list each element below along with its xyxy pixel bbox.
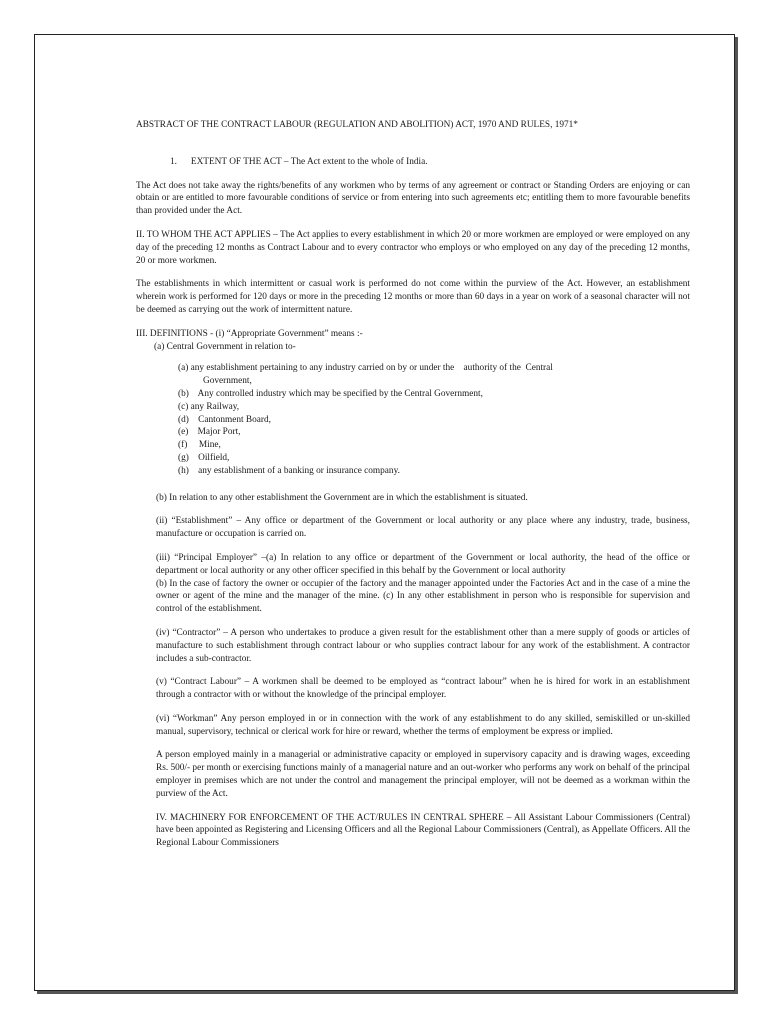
definition-principal-employer: (iii) “Principal Employer” –(a) In relation to any office or department of the Government or local authority, the head of the office or department or local authority or any other officer specified in this behalf by the Government or local authority [156, 552, 690, 576]
definition-contractor: (iv) “Contractor” – A person who undertakes to produce a given result for the establishment other than a mere supply of goods or articles of manufacture to such establishment through contract labour or who supplies contract labour for any work of the establishment. A contractor includes a sub-contractor. [156, 627, 690, 664]
list-item: (e) Major Port, [178, 427, 241, 438]
list-item: (d) Cantonment Board, [178, 414, 271, 425]
list-item: (c) any Railway, [178, 401, 240, 412]
section-extent: 1. EXTENT OF THE ACT – The Act extent to the whole of India. [170, 156, 428, 167]
section-machinery: IV. MACHINERY FOR ENFORCEMENT OF THE ACT/RULES IN CENTRAL SPHERE – All Assistant Labour Commissioners (Central) have been appointed as Registering and Licensing Officers and all the Regional Labour Commissioners (Central), as Appellate Officers. All the Regional Labour Commissioners [156, 812, 690, 849]
definition-other-government: (b) In relation to any other establishment the Government are in which the establishment is situated. [156, 492, 528, 503]
definition-central-government: (a) Central Government in relation to- [154, 341, 296, 352]
section-to-whom: II. TO WHOM THE ACT APPLIES – The Act applies to every establishment in which 20 or more workmen are employed or were employed on any day of the preceding 12 months as Contract Labour and to every contractor who employs or who employed on any day of the preceding 12 months, 20 or more workmen. [136, 229, 690, 266]
section-definitions-heading: III. DEFINITIONS - (i) “Appropriate Government” means :- [136, 328, 363, 339]
para-intermittent: The establishments in which intermittent or casual work is performed do not come within the purview of the Act. However, an establishment wherein work is performed for 120 days or more in the preceding 12 months or more than 60 days in a year on work of a seasonal character will not be deemed as carrying out the work of intermittent nature. [136, 279, 690, 315]
definition-workman: (vi) “Workman” Any person employed in or in connection with the work of any establishment to do any skilled, semiskilled or un-skilled manual, supervisory, technical or clerical work for hire or reward, whether the terms of employment be express or implied. [156, 713, 690, 737]
document-body [136, 119, 690, 850]
list-item: (h) any establishment of a banking or insurance company. [178, 465, 400, 476]
definition-principal-employer-b: (b) In the case of factory the owner or occupier of the factory and the manager appointed under the Factories Act and in the case of a mine the owner or agent of the mine and the manager of the mine. (c) In any other establishment in person who is responsible for supervision and control of the establishment. [156, 578, 690, 615]
document-page [34, 34, 735, 991]
definition-contract-labour: (v) “Contract Labour” – A workmen shall be deemed to be employed as “contract labour” when he is hired for work in an establishment through a contractor with or without the knowledge of the principal employer. [156, 677, 690, 701]
para-rights: The Act does not take away the rights/benefits of any workmen who by terms of any agreement or contract or Standing Orders are enjoying or can obtain or are entitled to more favourable conditions of service or from entering into such agreements etc; entitling them to more favourable benefits than provided under the Act. [136, 180, 690, 217]
list-item: (g) Oilfield, [178, 452, 230, 463]
central-government-list [136, 362, 690, 477]
document-title: ABSTRACT OF THE CONTRACT LABOUR (REGULATION AND ABOLITION) ACT, 1970 AND RULES, 1971* [136, 120, 578, 130]
list-item: (f) Mine, [178, 440, 221, 451]
definition-establishment: (ii) “Establishment” – Any office or department of the Government or local authority or any place where any industry, trade, business, manufacture or occupation is carried on. [156, 516, 690, 540]
para-managerial-exclusion: A person employed mainly in a managerial or administrative capacity or employed in supervisory capacity and is drawing wages, exceeding Rs. 500/- per month or exercising functions mainly of a managerial nature and an out-worker who performs any work on behalf of the principal employer in premises which are not under the control and management the principal employer, will not be deemed as a workman within the purview of the Act. [156, 750, 690, 799]
list-item: (a) any establishment pertaining to any industry carried on by or under the authority of the Central Government, [178, 363, 553, 387]
list-item: (b) Any controlled industry which may be specified by the Central Government, [178, 388, 483, 399]
